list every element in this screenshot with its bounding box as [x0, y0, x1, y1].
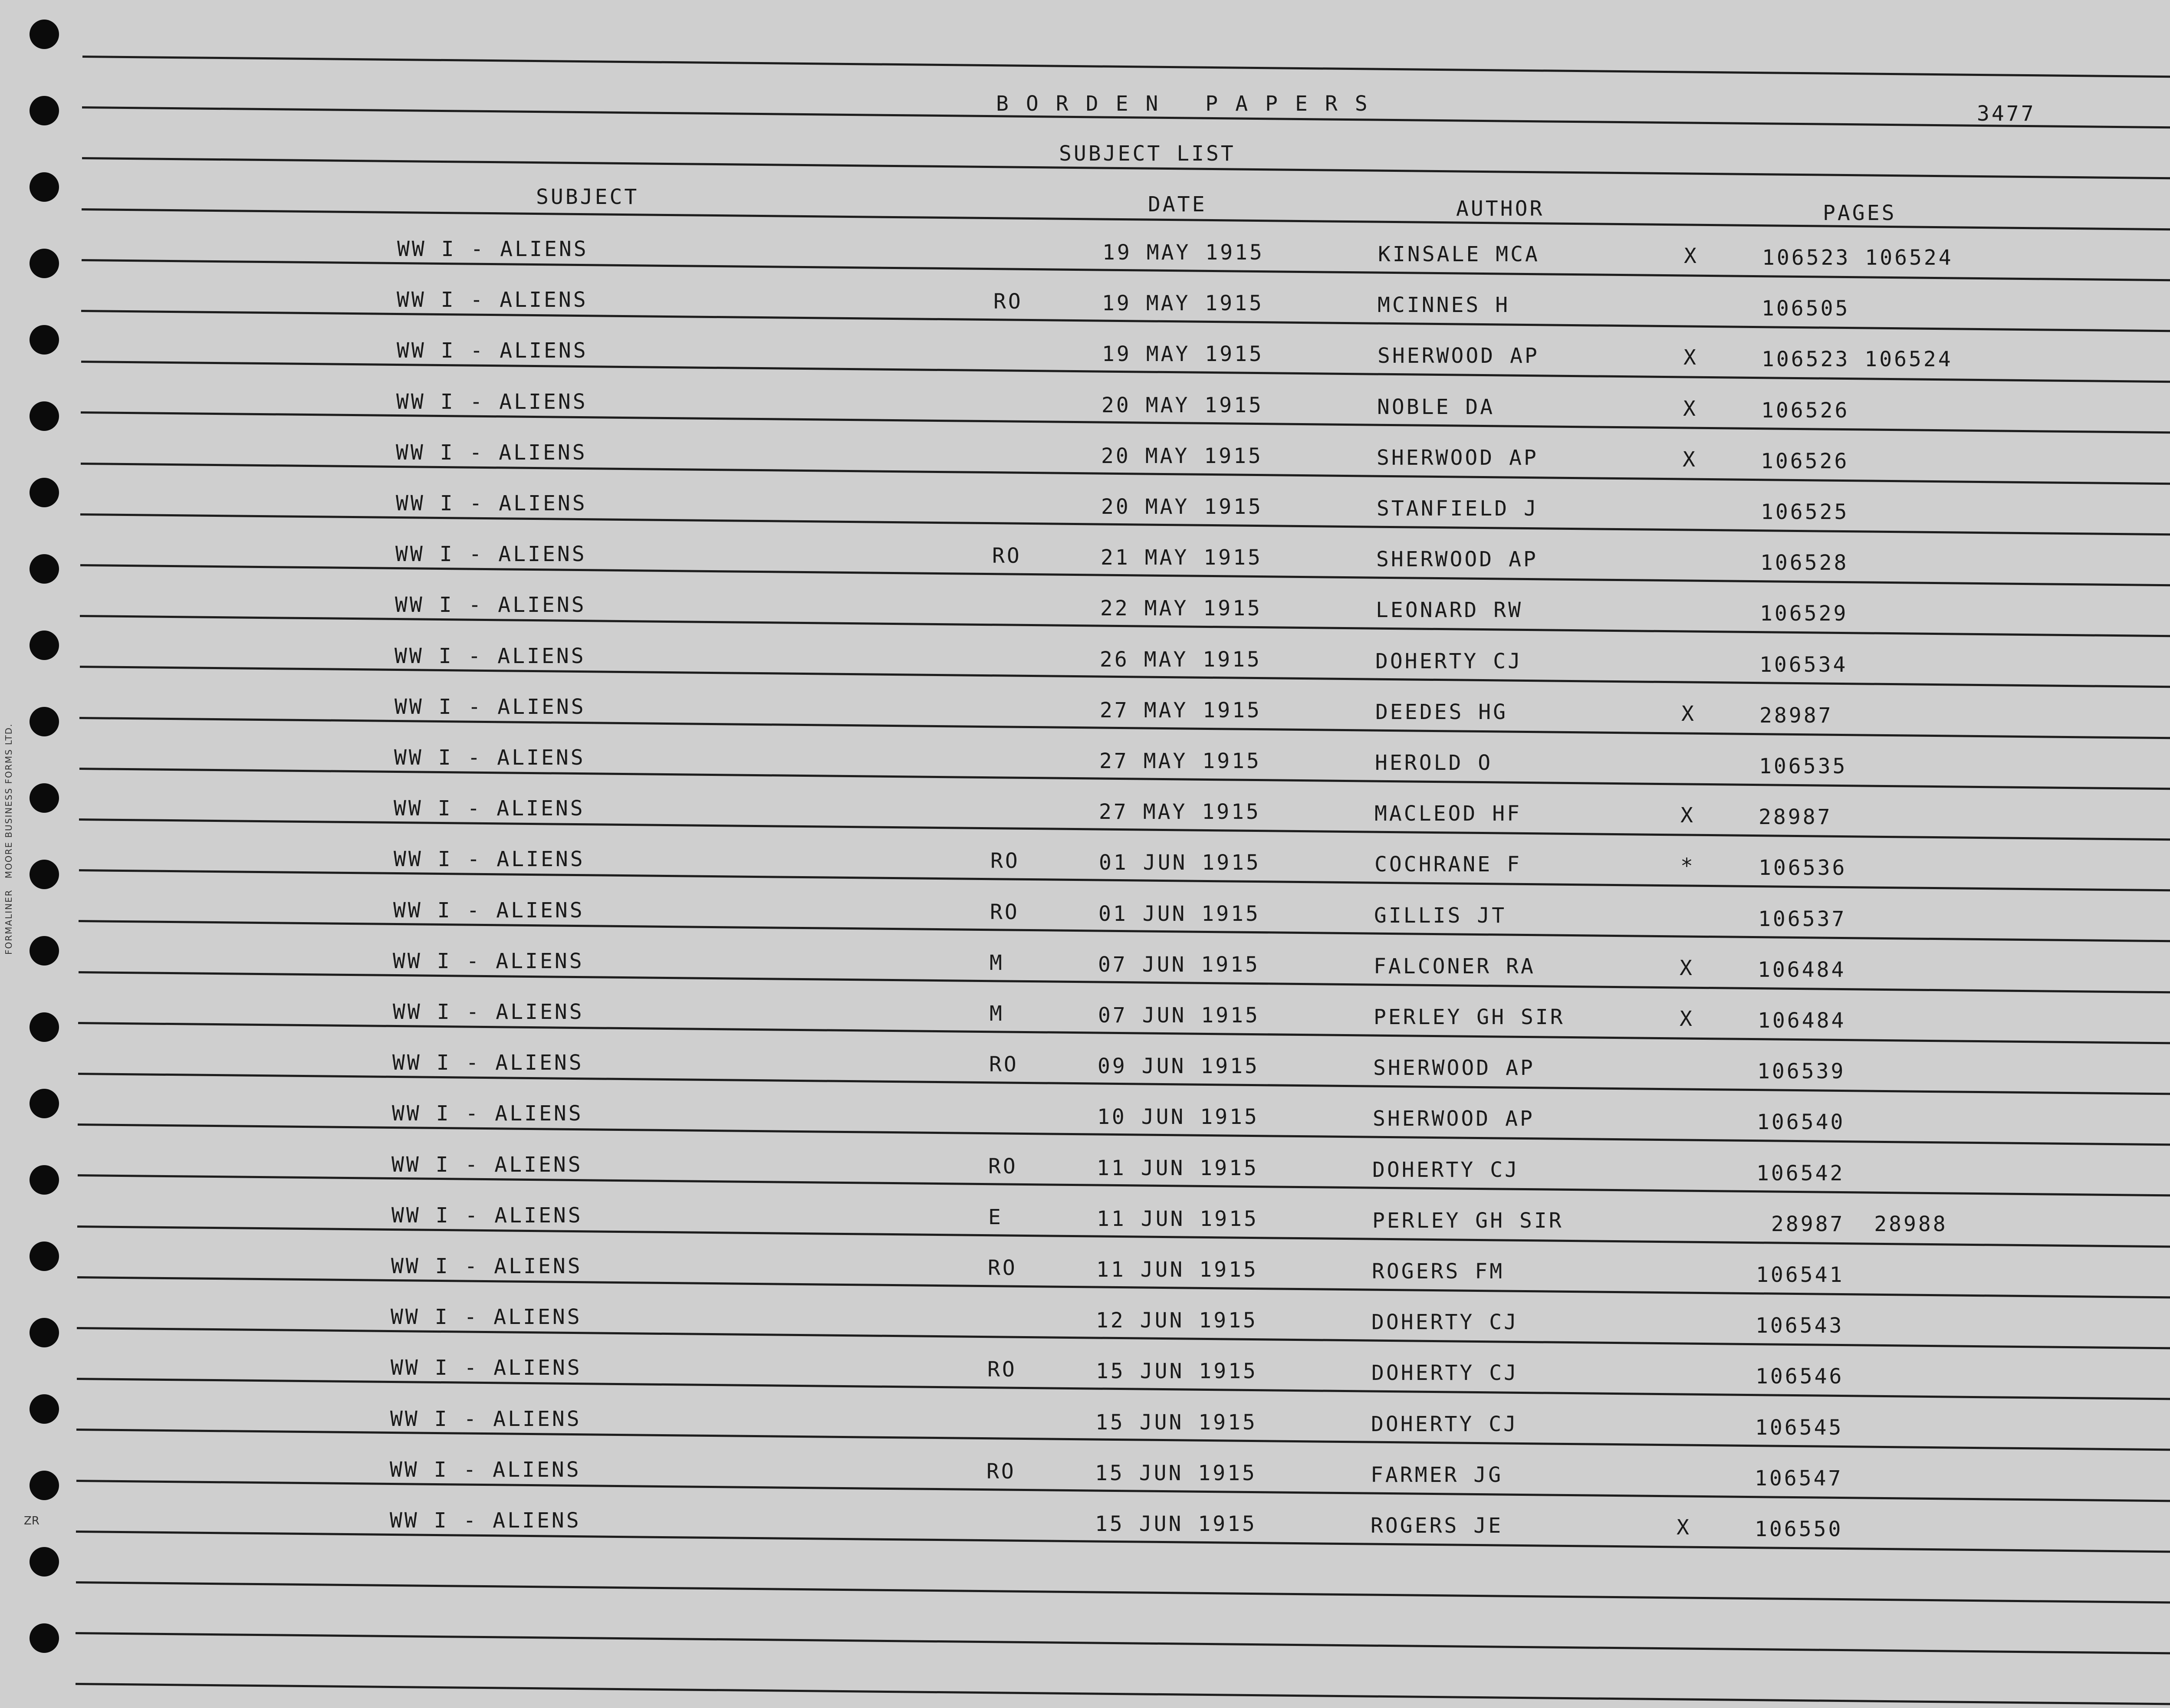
rule-line [76, 1581, 2170, 1604]
column-header-subject: SUBJECT [536, 185, 639, 209]
rule-line [82, 56, 2170, 79]
document-subtitle: SUBJECT LIST [1059, 141, 1236, 166]
row-date: 11 JUN 1915 [1096, 1258, 1258, 1282]
row-flag: X [1680, 803, 1695, 828]
row-author: PERLEY GH SIR [1372, 1209, 1564, 1233]
row-subject: WW I - ALIENS [394, 847, 585, 871]
row-pages: 106537 [1758, 907, 1847, 931]
row-author: DEEDES HG [1375, 700, 1508, 724]
row-date: 20 MAY 1915 [1101, 393, 1263, 417]
row-subject: WW I - ALIENS [392, 1051, 584, 1075]
row-date: 09 JUN 1915 [1098, 1054, 1259, 1078]
row-author: HEROLD O [1375, 751, 1493, 775]
row-author: MACLEOD HF [1374, 801, 1522, 826]
page-number: 3477 [1977, 102, 2036, 126]
row-pages: 106523 106524 [1762, 347, 1953, 371]
row-pages: 106546 [1756, 1364, 1844, 1389]
row-code: RO [986, 1459, 1016, 1484]
row-author: ROGERS FM [1372, 1259, 1505, 1284]
row-author: STANFIELD J [1377, 496, 1539, 521]
feed-hole [30, 1318, 59, 1347]
row-flag: X [1683, 345, 1698, 370]
row-subject: WW I - ALIENS [396, 440, 587, 465]
row-date: 07 JUN 1915 [1098, 1003, 1260, 1028]
row-subject: WW I - ALIENS [395, 644, 586, 668]
row-subject: WW I - ALIENS [393, 949, 584, 973]
row-date: 19 MAY 1915 [1102, 291, 1264, 315]
row-pages: 28987 [1759, 805, 1832, 829]
row-flag: X [1680, 956, 1694, 980]
row-author: SHERWOOD AP [1373, 1107, 1535, 1131]
row-subject: WW I - ALIENS [397, 338, 588, 363]
row-pages: 106528 [1760, 551, 1849, 575]
row-pages: 106542 [1756, 1161, 1845, 1186]
feed-hole [30, 860, 59, 889]
feed-hole [30, 1012, 59, 1042]
row-subject: WW I - ALIENS [391, 1254, 582, 1278]
row-date: 15 JUN 1915 [1095, 1410, 1257, 1435]
row-code: RO [992, 544, 1022, 568]
row-code: RO [988, 1256, 1017, 1280]
document-title: BORDEN PAPERS [996, 92, 1385, 116]
row-pages: 28987 28988 [1756, 1212, 1948, 1236]
row-subject: WW I - ALIENS [393, 1000, 584, 1024]
row-author: FARMER JG [1371, 1463, 1503, 1487]
row-pages: 106541 [1756, 1263, 1844, 1287]
row-date: 15 JUN 1915 [1096, 1359, 1258, 1383]
row-flag: X [1677, 1515, 1691, 1540]
feed-hole [30, 96, 59, 125]
row-subject: WW I - ALIENS [390, 1458, 581, 1482]
row-date: 19 MAY 1915 [1102, 342, 1264, 366]
row-date: 21 MAY 1915 [1101, 545, 1263, 570]
row-subject: WW I - ALIENS [395, 542, 587, 566]
row-author: NOBLE DA [1377, 395, 1495, 419]
row-pages: 106529 [1760, 601, 1848, 626]
row-code: RO [987, 1357, 1017, 1382]
row-author: SHERWOOD AP [1376, 547, 1538, 572]
feed-hole [30, 631, 59, 660]
row-date: 27 MAY 1915 [1099, 800, 1261, 824]
row-author: PERLEY GH SIR [1374, 1005, 1565, 1029]
corner-mark: ZR [24, 1514, 39, 1527]
row-pages: 106525 [1761, 500, 1849, 524]
feed-hole [30, 1089, 59, 1118]
row-subject: WW I - ALIENS [391, 1203, 583, 1228]
row-author: DOHERTY CJ [1371, 1412, 1518, 1436]
feed-hole [30, 249, 59, 278]
row-code: E [988, 1205, 1003, 1229]
feed-hole [30, 478, 59, 507]
row-author: ROGERS JE [1371, 1514, 1503, 1538]
row-pages: 106523 106524 [1762, 246, 1953, 270]
row-author: FALCONER RA [1374, 954, 1535, 979]
row-author: KINSALE MCA [1378, 242, 1540, 266]
row-code: RO [990, 900, 1019, 924]
row-flag: * [1680, 854, 1695, 878]
row-pages: 106526 [1761, 398, 1850, 423]
row-author: COCHRANE F [1374, 852, 1522, 877]
row-pages: 106526 [1761, 449, 1849, 473]
feed-hole [30, 1165, 59, 1195]
row-subject: WW I - ALIENS [397, 288, 588, 312]
row-code: RO [990, 849, 1020, 873]
row-pages: 106539 [1757, 1059, 1846, 1084]
row-subject: WW I - ALIENS [396, 491, 587, 516]
row-code: RO [989, 1052, 1019, 1077]
row-subject: WW I - ALIENS [392, 1101, 583, 1126]
row-pages: 106543 [1756, 1314, 1844, 1338]
feed-hole [30, 401, 59, 431]
row-subject: WW I - ALIENS [397, 237, 589, 261]
row-subject: WW I - ALIENS [396, 390, 588, 414]
row-flag: X [1684, 244, 1699, 268]
row-date: 27 MAY 1915 [1099, 749, 1261, 773]
row-author: DOHERTY CJ [1372, 1158, 1519, 1182]
column-header-date: DATE [1148, 192, 1207, 217]
row-pages: 106505 [1762, 296, 1850, 321]
row-subject: WW I - ALIENS [393, 898, 585, 923]
row-author: DOHERTY CJ [1371, 1310, 1519, 1334]
row-code: RO [993, 289, 1023, 314]
feed-hole [30, 325, 59, 355]
rule-line [76, 1683, 2170, 1706]
row-author: DOHERTY CJ [1375, 649, 1522, 673]
feed-hole [30, 172, 59, 202]
row-date: 20 MAY 1915 [1101, 444, 1263, 468]
row-subject: WW I - ALIENS [391, 1153, 583, 1177]
form-maker-imprint: FORMALINER MOORE BUSINESS FORMS LTD. [3, 723, 14, 955]
row-code: M [990, 951, 1004, 975]
row-date: 12 JUN 1915 [1096, 1308, 1258, 1333]
row-pages: 28987 [1759, 703, 1833, 728]
feed-hole [30, 1623, 59, 1653]
feed-hole [30, 1394, 59, 1424]
row-author: MCINNES H [1378, 293, 1510, 317]
row-subject: WW I - ALIENS [395, 695, 586, 719]
row-pages: 106545 [1755, 1416, 1844, 1440]
row-code: M [990, 1002, 1004, 1026]
row-subject: WW I - ALIENS [390, 1508, 581, 1533]
feed-hole [30, 1242, 59, 1271]
feed-hole [30, 554, 59, 584]
row-pages: 106536 [1759, 856, 1847, 880]
row-code: RO [988, 1154, 1018, 1179]
column-header-pages: PAGES [1823, 201, 1897, 225]
row-pages: 106484 [1758, 958, 1846, 982]
row-subject: WW I - ALIENS [391, 1305, 582, 1329]
row-pages: 106540 [1757, 1110, 1845, 1134]
row-flag: X [1680, 1007, 1694, 1031]
row-date: 11 JUN 1915 [1097, 1207, 1259, 1231]
row-date: 01 JUN 1915 [1098, 902, 1260, 926]
row-date: 10 JUN 1915 [1097, 1105, 1259, 1129]
row-author: LEONARD RW [1376, 598, 1523, 622]
row-date: 27 MAY 1915 [1100, 698, 1262, 723]
row-pages: 106534 [1759, 653, 1848, 677]
row-date: 11 JUN 1915 [1097, 1156, 1259, 1180]
row-date: 22 MAY 1915 [1100, 596, 1262, 621]
feed-hole [30, 1471, 59, 1500]
row-author: DOHERTY CJ [1371, 1361, 1519, 1385]
row-author: GILLIS JT [1374, 903, 1507, 928]
row-pages: 106547 [1755, 1466, 1843, 1491]
rule-line [76, 1632, 2170, 1655]
row-author: SHERWOOD AP [1377, 446, 1539, 470]
row-date: 26 MAY 1915 [1100, 647, 1262, 672]
feed-hole [30, 707, 59, 736]
row-date: 07 JUN 1915 [1098, 953, 1260, 977]
row-flag: X [1681, 702, 1696, 726]
feed-hole [30, 936, 59, 966]
row-flag: X [1683, 447, 1697, 472]
row-flag: X [1683, 397, 1698, 421]
row-date: 15 JUN 1915 [1095, 1512, 1257, 1536]
column-header-author: AUTHOR [1456, 197, 1545, 221]
feed-hole [30, 783, 59, 813]
feed-hole [30, 20, 59, 49]
row-pages: 106484 [1758, 1008, 1846, 1033]
row-subject: WW I - ALIENS [390, 1407, 582, 1431]
row-date: 20 MAY 1915 [1101, 495, 1263, 519]
row-date: 01 JUN 1915 [1099, 851, 1261, 875]
row-subject: WW I - ALIENS [394, 746, 585, 770]
row-pages: 106535 [1759, 754, 1848, 778]
row-date: 19 MAY 1915 [1102, 240, 1264, 265]
row-author: SHERWOOD AP [1378, 344, 1539, 368]
row-author: SHERWOOD AP [1373, 1056, 1535, 1080]
feed-hole [30, 1547, 59, 1577]
row-subject: WW I - ALIENS [395, 593, 586, 617]
row-pages: 106550 [1755, 1517, 1843, 1541]
row-subject: WW I - ALIENS [391, 1356, 582, 1380]
row-subject: WW I - ALIENS [394, 796, 585, 821]
row-date: 15 JUN 1915 [1095, 1461, 1257, 1485]
